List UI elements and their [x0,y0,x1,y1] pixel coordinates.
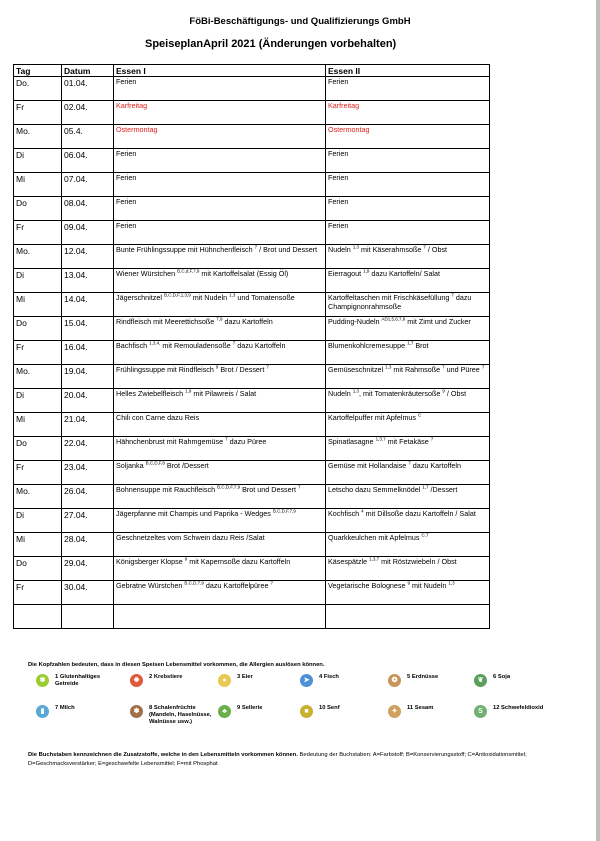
day-cell-text [14,605,61,606]
day-cell [14,149,62,173]
date-cell [62,437,114,461]
essen-1-cell-text: Helles Zwiebelfleisch $^{1,9}$ mit Pilawreis / Salat [116,389,257,398]
essen-2-cell [326,101,490,125]
essen-1-cell [114,365,326,389]
day-cell [14,221,62,245]
date-cell-text: 01.04. [64,78,88,88]
essen-2-cell [326,197,490,221]
essen-2-cell [326,221,490,245]
table-row [14,437,490,461]
essen-1-cell-text: Soljanka $^{B,C,D,F,8}$ Brot /Dessert [116,461,209,470]
allergen-item [388,674,467,687]
date-cell [62,485,114,509]
essen-1-cell [114,341,326,365]
allergen-item [36,705,95,718]
day-cell-text: Fr [16,462,25,472]
date-cell-text: 20.04. [64,390,88,400]
table-row [14,173,490,197]
menu-table [13,64,490,629]
essen-1-cell [114,581,326,605]
day-cell-text: Mo. [16,246,31,256]
date-cell-text: 05.4. [64,126,83,136]
day-cell-text: Fr [16,342,25,352]
date-cell-text: 09.04. [64,222,88,232]
essen-2-cell [326,125,490,149]
day-cell-text: Mo. [16,126,31,136]
essen-2-cell [326,509,490,533]
date-cell [62,341,114,365]
allergen-item [130,674,219,687]
day-cell [14,389,62,413]
essen-2-cell-text: Ostermontag [328,125,370,134]
allergen-label: 12 Schwefeldioxid [493,705,544,711]
day-cell [14,125,62,149]
date-cell-text: 15.04. [64,318,88,328]
table-header-row [14,65,490,77]
day-cell-text: Do [16,438,27,448]
table-row [14,221,490,245]
date-cell-text: 29.04. [64,558,88,568]
essen-1-cell-text: Jägerpfanne mit Champis und Paprika - Wedges $^{B,C,D,F,7,9}$ [116,509,296,518]
table-row [14,101,490,125]
date-cell [62,509,114,533]
allergen-item [218,705,277,718]
company-name: FöBi-Beschäftigungs- und Qualifizierungs GmbH [189,16,411,27]
date-cell-text: 21.04. [64,414,88,424]
table-row [14,77,490,101]
table-row [14,389,490,413]
date-cell [62,269,114,293]
date-cell [62,293,114,317]
essen-1-cell-text: Frühlingssuppe mit Rindfleisch $^9$ Brot / Dessert $^7$ [116,365,269,374]
date-cell [62,197,114,221]
date-cell [62,149,114,173]
grain-icon: ✾ [36,674,49,687]
essen-2-cell-text: Gemüse mit Hollandaise $^7$ dazu Kartoffeln [328,461,462,470]
allergen-item [474,674,543,687]
essen-2-cell-text: Pudding-Nudeln $^{AD1,5,6,7,8}$ mit Zimt und Zucker [328,317,471,326]
essen-1-cell [114,269,326,293]
day-cell-text: Fr [16,582,25,592]
date-cell [62,461,114,485]
allergen-label: 3 Eier [237,674,253,680]
allergen-label: 4 Fisch [319,674,339,680]
essen-1-cell-text: Bunte Frühlingssuppe mit Hühnchenfleisch $^7$ / Brot und Dessert [116,245,318,254]
table-row [14,269,490,293]
table-row [14,581,490,605]
essen-2-cell-text: Ferien [328,197,349,206]
essen-2-cell-text: Spinatlasagne $^{1,3,7}$ mit Fetakäse $^7$ [328,437,434,446]
essen-2-cell-text: Nudeln $^{1,3}$, mit Tomatenkräutersoße $^9$ / Obst [328,389,467,398]
essen-2-cell [326,389,490,413]
date-cell [62,605,114,629]
essen-1-cell [114,125,326,149]
milk-icon: ▮ [36,705,49,718]
essen-1-cell-text: Jägerschnitzel $^{B,C,D,F,1,3,9}$ mit Nudeln $^{1,3}$ und Tomatensoße [116,293,295,302]
table-row [14,413,490,437]
essen-2-cell-text: Ferien [328,173,349,182]
date-cell-text: 07.04. [64,174,88,184]
essen-1-cell-text: Wiener Würstchen $^{B,C,d,F,7,9}$ mit Kartoffelsalat (Essig Öl) [116,269,289,278]
day-cell-text: Di [16,150,25,160]
table-row [14,605,490,629]
essen-2-cell-text: Gemüseschnitzel $^{1,3}$ mit Rahmsoße $^7$ und Püree $^7$ [328,365,485,374]
essen-1-cell [114,413,326,437]
essen-1-cell [114,101,326,125]
essen-2-cell-text: Vegetarische Bolognese $^9$ mit Nudeln $^{1,3}$ [328,581,455,590]
additives-note-bold: Die Buchstaben kennzeichnen die Zusatzstoffe, welche in den Lebensmitteln vorkommen können. [28,752,298,758]
date-cell [62,221,114,245]
essen-2-cell [326,485,490,509]
allergen-item [474,705,583,718]
allergen-label: 8 Schalenfrüchte (Mandeln, Haselnüsse, Walnüsse usw.) [149,705,212,725]
day-cell-text: Mi [16,294,25,304]
allergen-label: 2 Krebstiere [149,674,183,680]
essen-2-cell [326,341,490,365]
date-cell-text: 02.04. [64,102,88,112]
date-cell [62,101,114,125]
date-cell [62,125,114,149]
day-cell [14,293,62,317]
essen-2-cell-text: Letscho dazu Semmelknödel $^{1,7}$ /Dessert [328,485,458,494]
essen-2-cell [326,461,490,485]
table-row [14,149,490,173]
allergen-label: 7 Milch [55,705,75,711]
allergen-item [388,705,457,718]
essen-2-cell-text: Kochfisch $^4$ mit Dillsoße dazu Kartoffeln / Salat [328,509,476,518]
day-cell [14,557,62,581]
allergen-label: 10 Senf [319,705,340,711]
date-cell [62,389,114,413]
day-cell [14,245,62,269]
essen-1-cell-text: Ferien [116,197,137,206]
essen-1-cell [114,149,326,173]
table-row [14,125,490,149]
date-cell [62,365,114,389]
table-row [14,533,490,557]
allergen-label: 1 Glutenhaltiges Getreide [55,674,101,687]
day-cell [14,485,62,509]
date-cell [62,77,114,101]
essen-2-cell-text: Blumenkohlcremesuppe $^{1,7}$ Brot [328,341,429,350]
essen-1-cell [114,197,326,221]
day-cell [14,101,62,125]
day-cell-text: Mi [16,174,25,184]
header-essen-1: Essen I [114,65,326,77]
day-cell [14,605,62,629]
essen-1-cell-text: Bohnensuppe mit Rauchfleisch $^{B,C,D,F,7,9}$ Brot und Dessert $^7$ [116,485,301,494]
additives-note [28,751,578,768]
header-tag: Tag [14,65,62,77]
essen-2-cell-text: Ferien [328,77,349,86]
essen-2-cell-text: Ferien [328,149,349,158]
essen-1-cell [114,461,326,485]
essen-1-cell-text: Ferien [116,221,137,230]
date-cell-text: 08.04. [64,198,88,208]
essen-1-cell [114,605,326,629]
essen-1-cell [114,509,326,533]
date-cell [62,581,114,605]
day-cell [14,509,62,533]
essen-1-cell-text: Ferien [116,149,137,158]
essen-1-cell-text: Hähnchenbrust mit Rahmgemüse $^7$ dazu Püree [116,437,267,446]
date-cell [62,533,114,557]
essen-2-cell [326,149,490,173]
table-row [14,197,490,221]
essen-2-cell [326,365,490,389]
allergen-item [130,705,219,726]
day-cell-text: Do [16,198,27,208]
essen-2-cell-text: Kartoffeltaschen mit Frischkäsefüllung $^7$ dazu Champignonrahmsoße [328,293,472,311]
essen-1-cell [114,173,326,197]
essen-2-cell-text: Eierragout $^{1,9}$ dazu Kartoffeln/ Salat [328,269,441,278]
date-cell [62,557,114,581]
essen-1-cell-text: Chili con Carne dazu Reis [116,413,200,422]
essen-2-cell [326,77,490,101]
day-cell [14,437,62,461]
date-cell [62,245,114,269]
day-cell-text: Fr [16,102,25,112]
table-row [14,509,490,533]
mustard-icon: ■ [300,705,313,718]
day-cell [14,581,62,605]
table-row [14,461,490,485]
peanut-icon: ❂ [388,674,401,687]
day-cell-text: Mi [16,534,25,544]
essen-1-cell-text: Rindfleisch mit Meerettichsoße $^{7,9}$ dazu Kartoffeln [116,317,273,326]
allergen-item [300,705,359,718]
table-row [14,293,490,317]
so2-icon: S [474,705,487,718]
essen-2-cell [326,581,490,605]
date-cell-text: 23.04. [64,462,88,472]
essen-1-cell [114,437,326,461]
table-row [14,245,490,269]
day-cell [14,461,62,485]
table-row [14,341,490,365]
crab-icon: ✹ [130,674,143,687]
allergen-legend-heading: Die Kopfzahlen bedeuten, dass in diesen Speisen Lebensmittel vorkommen, die Allergien auslösen können. [28,662,325,668]
essen-1-cell-text: Bachfisch $^{1,3,4,}$ mit Remouladensoße $^7$ dazu Kartoffeln [116,341,286,350]
essen-2-cell-text: Nudeln $^{1,3}$ mit Käserahmsoße $^7$ / Obst [328,245,448,254]
header-datum: Datum [62,65,114,77]
day-cell [14,173,62,197]
essen-1-cell-text: Karfreitag [116,101,148,110]
essen-1-cell-text: Gebratne Würstchen $^{B,C,D,7,9}$ dazu Kartoffelpüree $^7$ [116,581,273,590]
day-cell-text: Do. [16,78,30,88]
essen-1-cell [114,317,326,341]
essen-2-cell [326,533,490,557]
day-cell [14,341,62,365]
date-cell-text: 28.04. [64,534,88,544]
date-cell [62,317,114,341]
essen-1-cell-text: Ferien [116,173,137,182]
header-essen-2: Essen II [326,65,490,77]
day-cell [14,77,62,101]
table-row [14,557,490,581]
essen-2-cell [326,269,490,293]
essen-1-cell [114,389,326,413]
allergen-label: 5 Erdnüsse [407,674,439,680]
day-cell [14,197,62,221]
day-cell [14,533,62,557]
nut-icon: ❃ [130,705,143,718]
allergen-item [300,674,359,687]
essen-1-cell [114,245,326,269]
essen-1-cell-text: Geschnetzeltes vom Schwein dazu Reis /Salat [116,533,265,542]
date-cell [62,173,114,197]
table-row [14,485,490,509]
essen-2-cell-text: Käsespätzle $^{1,3,7}$ mit Röstzwiebeln / Obst [328,557,457,566]
day-cell [14,269,62,293]
allergen-item [218,674,277,687]
page-title: SpeiseplanApril 2021 (Änderungen vorbehalten) [145,38,397,50]
allergen-label: 6 Soja [493,674,511,680]
essen-1-cell [114,533,326,557]
table-row [14,365,490,389]
essen-1-cell [114,557,326,581]
date-cell-text: 30.04. [64,582,88,592]
day-cell-text: Mi [16,414,25,424]
essen-2-cell-text: Kartoffelpuffer mit Apfelmus $^C$ [328,413,422,422]
allergen-label: 11 Sesam [407,705,434,711]
date-cell-text: 22.04. [64,438,88,448]
essen-2-cell [326,437,490,461]
menu-table-body [14,77,490,629]
day-cell-text: Di [16,270,25,280]
additives-note-text: Bedeutung der Buchstaben: A=Farbstoff; B=Konservierungsstoff; C=Antioxidationsmittel; D=Geschmacksverstärker; E=geschwefelte Lebensmittel; F=mit Phosphat [28,752,527,767]
celery-icon: ♣ [218,705,231,718]
essen-1-cell [114,221,326,245]
essen-1-cell-text: Königsberger Klopse $^9$ mit Kapernsoße dazu Kartoffeln [116,557,291,566]
allergen-label: 9 Sellerie [237,705,263,711]
allergen-item [36,674,117,688]
day-cell [14,317,62,341]
day-cell [14,413,62,437]
day-cell [14,365,62,389]
date-cell-text [62,605,113,606]
table-row [14,317,490,341]
essen-2-cell [326,557,490,581]
essen-2-cell [326,245,490,269]
essen-1-cell-text: Ferien [116,77,137,86]
soy-icon: ❦ [474,674,487,687]
fish-icon: ➤ [300,674,313,687]
day-cell-text: Di [16,510,25,520]
essen-2-cell [326,173,490,197]
date-cell-text: 26.04. [64,486,88,496]
essen-2-cell [326,317,490,341]
day-cell-text: Mo. [16,366,31,376]
date-cell-text: 06.04. [64,150,88,160]
date-cell-text: 13.04. [64,270,88,280]
essen-2-cell-text: Quarkkeulchen mit Apfelmus $^{C,7}$ [328,533,429,542]
essen-2-cell-text: Karfreitag [328,101,360,110]
essen-1-cell [114,77,326,101]
egg-icon: ● [218,674,231,687]
essen-2-cell-text: Ferien [328,221,349,230]
date-cell-text: 12.04. [64,246,88,256]
essen-1-cell [114,485,326,509]
date-cell [62,413,114,437]
date-cell-text: 19.04. [64,366,88,376]
essen-1-cell-text: Ostermontag [116,125,158,134]
day-cell-text: Mo. [16,486,31,496]
date-cell-text: 16.04. [64,342,88,352]
essen-2-cell [326,605,490,629]
essen-2-cell [326,413,490,437]
day-cell-text: Di [16,390,25,400]
page-edge-shadow [596,0,600,841]
essen-2-cell [326,293,490,317]
sesame-icon: ✦ [388,705,401,718]
day-cell-text: Do [16,318,27,328]
essen-1-cell [114,293,326,317]
day-cell-text: Do [16,558,27,568]
date-cell-text: 27.04. [64,510,88,520]
date-cell-text: 14.04. [64,294,88,304]
day-cell-text: Fr [16,222,25,232]
